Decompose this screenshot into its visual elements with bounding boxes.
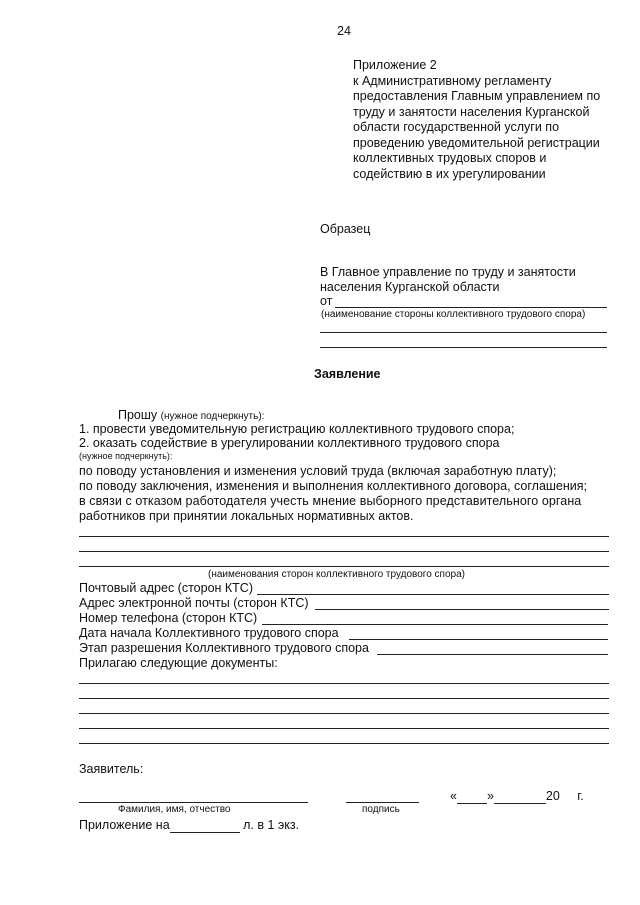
quote-close: » [486,789,494,803]
from-field-line[interactable] [335,307,607,308]
stage-field-line[interactable] [377,654,608,655]
name-field-line[interactable] [79,802,308,803]
email-label: Адрес электронной почты (сторон КТС) [79,596,309,610]
appendix-line: к Административному регламенту [353,73,552,88]
sheets-field[interactable] [170,818,240,833]
appendix-line: Приложение 2 [353,58,437,72]
start-date-field-line[interactable] [349,639,608,640]
month-field[interactable] [494,789,546,804]
request-ask-hint: (нужное подчеркнуть): [160,411,265,422]
page-number: 24 [337,24,351,38]
name-hint: Фамилия, имя, отчество [118,804,231,815]
attach-label: Прилагаю следующие документы: [79,656,278,670]
from-hint: (наименование стороны коллективного трудового спора) [321,309,586,320]
appendix-line: труду и занятости населения Курганской [353,104,590,119]
parties-line[interactable] [79,566,609,567]
quote-open: « [450,789,457,803]
parties-hint: (наименования сторон коллективного трудового спора) [208,569,465,580]
sample-label: Образец [320,222,371,236]
reason-2: по поводу заключения, изменения и выполнения коллективного договора, соглашения; [79,479,588,493]
reason-3a: в связи с отказом работодателя учесть мнение выборного представительного органа [79,494,582,508]
appendix-line: предоставления Главным управлением по [353,89,601,103]
signature-hint: подпись [362,804,400,815]
appendix-count-prefix: Приложение на [79,818,170,832]
appendix-count-suffix: л. в 1 экз. [243,818,300,832]
request-item-1: 1. провести уведомительную регистрацию коллективного трудового спора; [79,422,515,436]
attachment-line[interactable] [79,728,609,729]
from-label: от [320,294,333,308]
email-field-line[interactable] [315,609,609,610]
reason-3b: работников при принятии локальных нормативных актов. [79,509,414,523]
date-field [450,789,584,804]
attachment-line[interactable] [79,698,609,699]
from-extra-line[interactable] [320,347,607,348]
request-item-2-hint: (нужное подчеркнуть): [79,451,173,461]
appendix-count [79,818,299,833]
year-suffix: г. [577,789,584,803]
year-prefix: 20 [545,789,560,803]
appendix-header [353,58,600,182]
request-ask: Прошу [118,408,158,422]
postal-label: Почтовый адрес (сторон КТС) [79,581,253,595]
appendix-line: области государственной услуги по [353,120,560,134]
day-field[interactable] [457,789,487,804]
signature-field-line[interactable] [346,802,419,803]
attachment-line[interactable] [79,743,609,744]
attachment-line[interactable] [79,713,609,714]
appendix-line: коллективных трудовых споров и [353,151,547,165]
postal-field-line[interactable] [257,594,609,595]
addressee-line-2: населения Курганской области [320,280,500,294]
appendix-line: проведению уведомительной регистрации [353,135,600,150]
document-title: Заявление [314,367,381,381]
parties-line[interactable] [79,551,609,552]
stage-label: Этап разрешения Коллективного трудового спора [79,641,369,655]
request-line [118,408,264,423]
start-date-label: Дата начала Коллективного трудового спора [79,626,339,640]
from-extra-line[interactable] [320,332,607,333]
phone-label: Номер телефона (сторон КТС) [79,611,258,625]
addressee-line-1: В Главное управление по труду и занятости [320,265,576,279]
appendix-line: содействию в их урегулировании [353,166,546,181]
applicant-label: Заявитель: [79,762,144,776]
parties-line[interactable] [79,536,609,537]
phone-field-line[interactable] [262,624,608,625]
attachment-line[interactable] [79,683,609,684]
request-item-2: 2. оказать содействие в урегулировании коллективного трудового спора [79,436,500,450]
reason-1: по поводу установления и изменения условий труда (включая заработную плату); [79,464,557,478]
